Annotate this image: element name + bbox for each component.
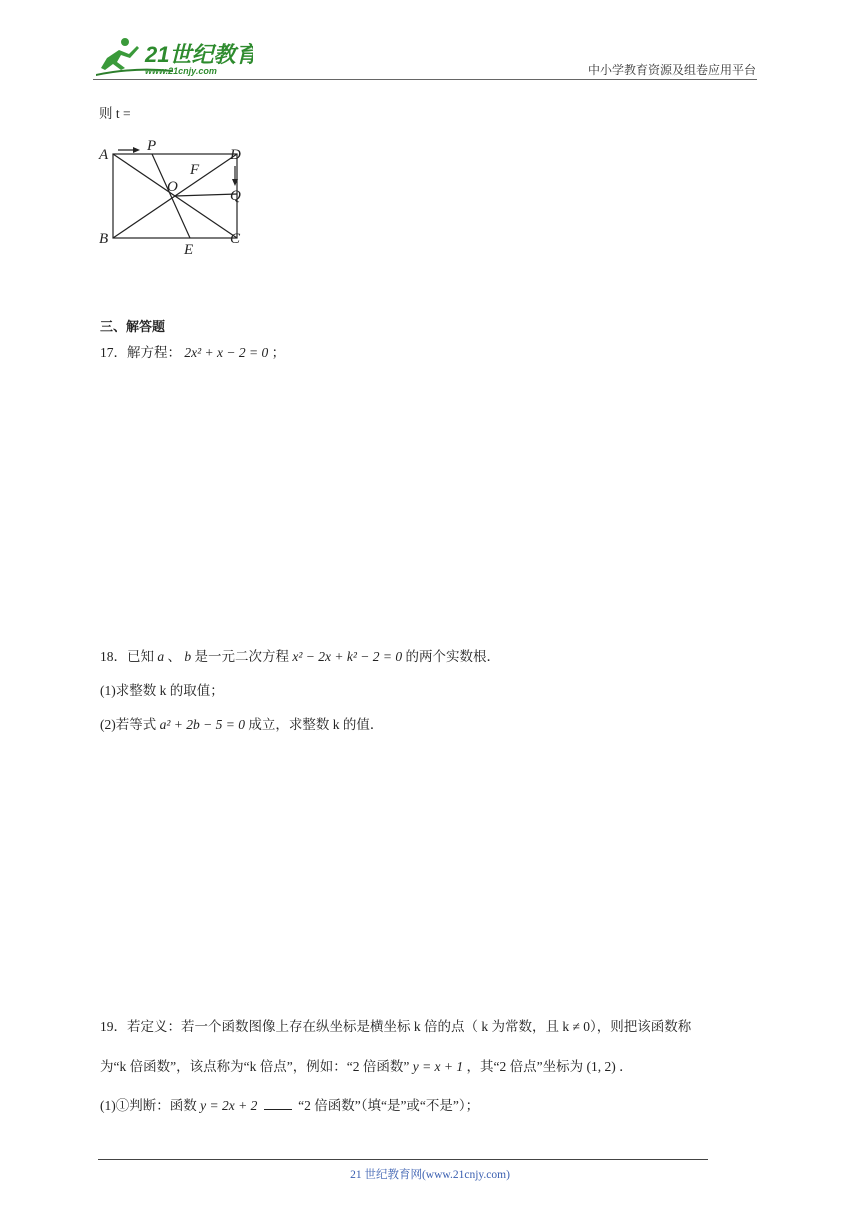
q16-answer-prompt: 则 t = xyxy=(99,106,131,121)
label-p: P xyxy=(147,138,157,154)
question-18-part-2: (2)若等式 a² + 2b − 5 = 0 成立，求整数 k 的值． xyxy=(100,717,384,732)
label-c: C xyxy=(230,231,241,247)
q18-equation: x² − 2x + k² − 2 = 0 xyxy=(292,649,403,664)
segment-oq xyxy=(175,194,237,196)
header-divider xyxy=(93,79,757,80)
logo-url: www.21cnjy.com xyxy=(145,66,217,76)
question-19-line-2: 为“k 倍函数”，该点称为“k 倍点”，例如：“2 倍函数” y = x + 1 ，其“2 倍点”坐标为 (1, 2) ． xyxy=(100,1059,633,1074)
platform-title: 中小学教育资源及组卷应用平台 xyxy=(587,63,756,77)
label-e: E xyxy=(184,242,194,258)
footer-link[interactable]: 21 世纪教育网(www.21cnjy.com) xyxy=(350,1169,510,1181)
q19-example-function: y = x + 1 xyxy=(412,1059,464,1074)
arrow-right-icon xyxy=(133,147,140,153)
geometry-diagram xyxy=(96,138,256,260)
rectangle-figure xyxy=(96,138,256,260)
question-19-part-1: (1)①判断：函数 y = 2x + 2 “2 倍函数”（填“是”或“不是”）； xyxy=(100,1098,480,1113)
q17-equation: 2x² + x − 2 = 0 xyxy=(184,345,269,360)
question-17: 17．解方程： 2x² + x − 2 = 0 ； xyxy=(100,345,286,360)
logo-text: 21世纪教育 xyxy=(145,42,253,67)
runner-logo-icon xyxy=(93,36,253,78)
q19-part1-function: y = 2x + 2 xyxy=(200,1098,258,1113)
q19-example-point: (1, 2) xyxy=(586,1059,616,1074)
site-logo xyxy=(93,36,253,78)
question-18-part-1: (1)求整数 k 的取值； xyxy=(100,683,224,698)
label-d: D xyxy=(230,147,241,163)
footer-divider xyxy=(98,1159,708,1160)
label-o: O xyxy=(167,179,178,195)
label-a: A xyxy=(99,147,109,163)
answer-blank[interactable] xyxy=(264,1097,292,1110)
question-18: 18．已知 a 、 b 是一元二次方程 x² − 2x + k² − 2 = 0 的两个实数根． xyxy=(100,649,501,664)
label-b: B xyxy=(99,231,109,247)
label-f: F xyxy=(190,162,200,178)
q18-part2-equation: a² + 2b − 5 = 0 xyxy=(159,717,246,732)
section-title: 三、解答题 xyxy=(100,319,166,334)
question-19-line-1: 19．若定义：若一个函数图像上存在纵坐标是横坐标 k 倍的点（ k 为常数，且 k ≠ 0），则把该函数称 xyxy=(100,1019,692,1034)
label-q: Q xyxy=(230,188,241,204)
